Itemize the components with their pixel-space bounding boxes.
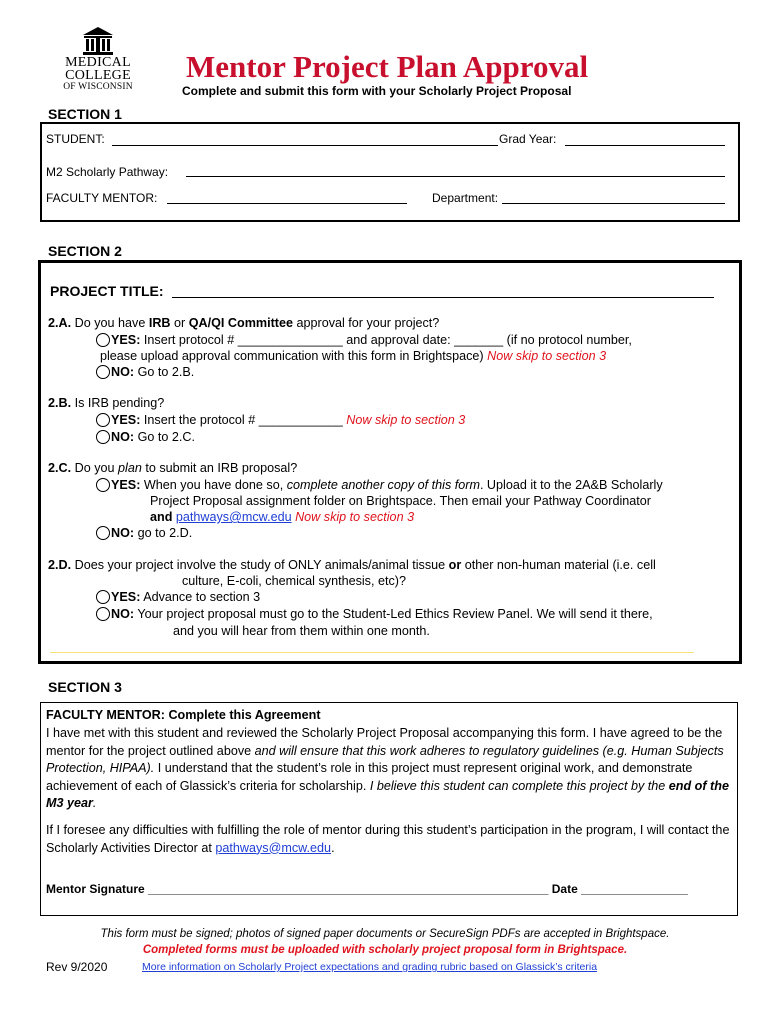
revision-label: Rev 9/2020 [46,960,108,974]
agreement-paragraph [46,725,730,813]
department-field[interactable] [502,191,725,204]
q2d-question [48,558,656,572]
agreement-p1-a: I have met with this student and reviewed the Scholarly Project Proposal accompanying this form. I have agreed to be the mentor for the project outlined above [46,726,723,758]
q2d-yes-text: Advance to section 3 [143,590,261,604]
project-title-field[interactable] [172,284,714,298]
q2d-or: or [448,558,462,572]
q2c-question [48,461,297,475]
more-info-link[interactable]: More information on Scholarly Project expectations and grading rubric based on Glassick’s criteria [142,961,598,973]
q2a-num: 2.A. [48,316,72,330]
faculty-mentor-label: FACULTY MENTOR: [46,191,158,205]
footer-note1: This form must be signed; photos of signed paper documents or SecureSign PDFs are accepted in Brightspace. [100,928,670,940]
logo-line3: OF WISCONSIN [63,82,133,92]
q2d-text-post: other non-human material (i.e. cell [461,558,656,572]
project-title-label: PROJECT TITLE: [50,283,164,299]
q2a-text-post: approval for your project? [293,316,440,330]
q2b-no [96,430,195,444]
q2c-skip: Now skip to section 3 [295,510,415,524]
q2c-num: 2.C. [48,461,72,475]
pathway-field[interactable] [186,164,725,177]
q2b-question [48,396,164,410]
difficulties-paragraph [46,822,730,857]
divider [50,652,694,653]
q2c-no-radio[interactable] [96,526,110,540]
q2c-email-link[interactable]: pathways@mcw.edu [175,510,292,524]
q2b-yes-radio[interactable] [96,413,110,427]
agreement-p1-b: and will ensure that this work adheres to regulatory guidelines (e.g. Human Subjects Protection, HIPAA). [46,743,724,775]
q2c-plan: plan [118,461,142,475]
student-label: STUDENT: [46,132,105,146]
q2d-no [96,607,653,621]
q2d-no-line2: and you will hear from them within one month. [173,624,430,638]
section1-heading: SECTION 1 [48,106,122,122]
difficulties-email-link[interactable]: pathways@mcw.edu [215,840,332,855]
q2a-irb: IRB [148,316,171,330]
q2c-yes-label: YES: [111,478,141,492]
q2c-and: and [150,510,173,524]
q2a-question [48,316,439,330]
agreement-p1-e: end of the M3 year [46,778,729,810]
q2a-yes [96,333,632,347]
q2b-skip: Now skip to section 3 [346,413,466,427]
logo-line2: COLLEGE [65,68,131,83]
q2a-no-label: NO: [111,365,135,379]
section3-heading: SECTION 3 [48,679,122,695]
q2d-no-text: Your project proposal must go to the Student-Led Ethics Review Panel. We will send it there, [137,607,653,621]
q2c-text-pre: Do you [74,461,119,475]
difficulties-end: . [331,840,335,855]
student-field[interactable] [112,133,498,146]
q2a-skip: Now skip to section 3 [487,349,607,363]
q2a-yes-text: Insert protocol # _______________ and approval date: _______ (if no protocol number, [143,333,632,347]
footer-note2: Completed forms must be uploaded with scholarly project proposal form in Brightspace. [142,944,628,956]
q2b-yes-label: YES: [111,413,141,427]
q2a-qa: QA/QI Committee [188,316,293,330]
q2c-no-label: NO: [111,526,135,540]
q2a-text-pre: Do you have [74,316,149,330]
q2d-text-pre: Does your project involve the study of ONLY animals/animal tissue [74,558,449,572]
q2a-yes-radio[interactable] [96,333,110,347]
q2a-no-text: Go to 2.B. [137,365,195,379]
q2a-no-radio[interactable] [96,365,110,379]
q2b-text: Is IRB pending? [74,396,165,410]
agreement-p1-f: . [92,796,97,810]
q2b-no-label: NO: [111,430,135,444]
q2b-no-radio[interactable] [96,430,110,444]
agreement-p1-c: I understand that the student’s role in this project must represent original work, and demonstrate achievement of each of Glassick’s criteria for scholarship. [46,761,693,793]
page-subtitle: Complete and submit this form with your Scholarly Project Proposal [182,84,572,98]
q2c-no [96,526,192,540]
q2c-text-post: to submit an IRB proposal? [141,461,298,475]
department-label: Department: [432,191,499,205]
q2a-yes-line2 [100,349,606,363]
q2c-yes-line3 [150,510,414,524]
q2b-no-text: Go to 2.C. [137,430,195,444]
difficulties-text: If I foresee any difficulties with fulfilling the role of mentor during this student’s participation in the program, I will contact the Scholarly Activities Director at [46,823,730,855]
q2a-no [96,365,194,379]
q2b-yes [96,413,465,427]
grad-year-label: Grad Year: [499,132,557,146]
q2a-text-mid: or [170,316,189,330]
pathway-label: M2 Scholarly Pathway: [46,165,169,179]
section2-heading: SECTION 2 [48,243,122,259]
agreement-heading: FACULTY MENTOR: Complete this Agreement [46,708,321,722]
q2d-num: 2.D. [48,558,72,572]
building-icon [81,26,115,56]
mentor-signature-line[interactable]: Mentor Signature ____________________________________________________________ Date ________________ [46,882,688,896]
q2d-question-line2: culture, E-coli, chemical synthesis, etc)? [182,574,406,588]
q2b-yes-text: Insert the protocol # ____________ [143,413,343,427]
q2d-yes [96,590,260,604]
logo-line1: MEDICAL [65,55,131,70]
q2b-num: 2.B. [48,396,72,410]
page-title: Mentor Project Plan Approval [186,49,589,84]
q2a-yes-text2: please upload approval communication with this form in Brightspace) [100,349,484,363]
grad-year-field[interactable] [565,133,725,146]
q2d-yes-radio[interactable] [96,590,110,604]
q2c-yes-text-ital: complete another copy of this form [286,478,480,492]
faculty-mentor-field[interactable] [167,191,407,204]
q2d-no-label: NO: [111,607,135,621]
q2d-no-radio[interactable] [96,607,110,621]
mcw-logo [48,26,148,93]
agreement-p1-d: I believe this student can complete this project by the [369,778,669,793]
q2c-yes-text-post: . Upload it to the 2A&B Scholarly [479,478,663,492]
q2c-yes-radio[interactable] [96,478,110,492]
q2a-yes-label: YES: [111,333,141,347]
q2c-yes-text-pre: When you have done so, [143,478,287,492]
q2c-yes-line2: Project Proposal assignment folder on Brightspace. Then email your Pathway Coordinator [150,494,651,508]
q2d-yes-label: YES: [111,590,141,604]
q2c-no-text: go to 2.D. [137,526,193,540]
q2c-yes [96,478,663,492]
